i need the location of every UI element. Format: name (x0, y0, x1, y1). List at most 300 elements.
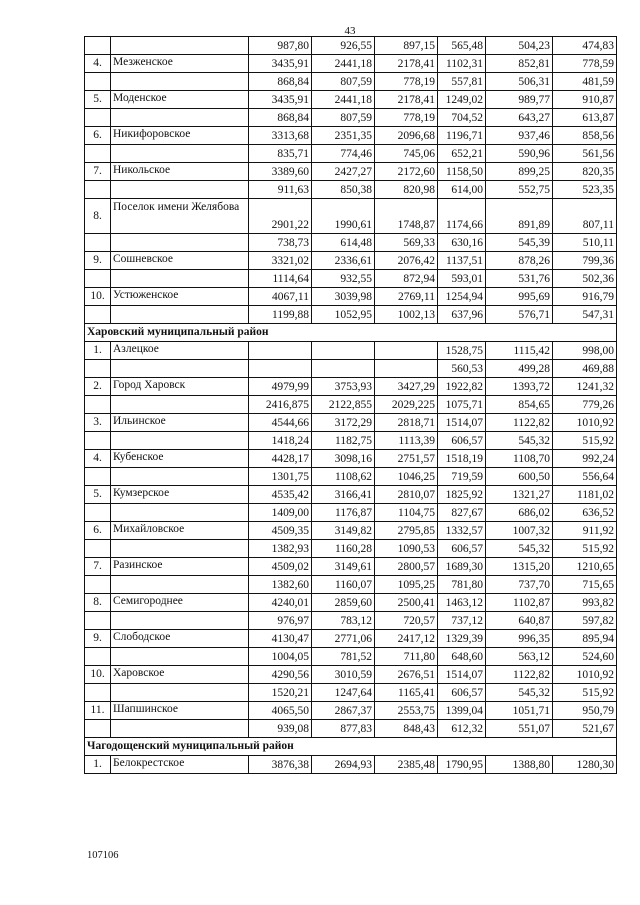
value-cell: 563,12 (486, 648, 553, 666)
value-cell: 4979,99 (249, 378, 312, 396)
value-cell: 916,79 (553, 288, 617, 306)
value-cell: 998,00 (553, 342, 617, 360)
value-cell: 1382,93 (249, 540, 312, 558)
value-cell: 1113,39 (375, 432, 438, 450)
value-cell: 1182,75 (312, 432, 375, 450)
settlement-name: Азлецкое (111, 342, 249, 360)
value-cell: 643,27 (486, 109, 553, 127)
value-cell: 590,96 (486, 145, 553, 163)
row-number: 4. (85, 55, 111, 73)
value-cell: 1137,51 (438, 252, 486, 270)
value-cell: 781,52 (312, 648, 375, 666)
row-number: 5. (85, 91, 111, 109)
settlement-name: Слободское (111, 630, 249, 648)
value-cell: 686,02 (486, 504, 553, 522)
value-cell: 996,35 (486, 630, 553, 648)
value-cell: 3435,91 (249, 55, 312, 73)
settlement-name: Сошневское (111, 252, 249, 270)
value-cell: 1010,92 (553, 414, 617, 432)
value-cell: 1165,41 (375, 684, 438, 702)
value-cell: 4509,02 (249, 558, 312, 576)
settlement-name: Шапшинское (111, 702, 249, 720)
settlement-name (111, 576, 249, 594)
value-cell: 848,43 (375, 720, 438, 738)
row-number (85, 720, 111, 738)
value-cell: 1174,66 (438, 199, 486, 234)
settlement-name (111, 612, 249, 630)
settlement-name (111, 270, 249, 288)
value-cell: 613,87 (553, 109, 617, 127)
value-cell: 1090,53 (375, 540, 438, 558)
value-cell: 3876,38 (249, 756, 312, 774)
value-cell: 4067,11 (249, 288, 312, 306)
settlement-name (111, 684, 249, 702)
row-number: 6. (85, 127, 111, 145)
value-cell: 1520,21 (249, 684, 312, 702)
settlement-row (85, 630, 617, 648)
value-cell: 524,60 (553, 648, 617, 666)
value-cell: 738,73 (249, 234, 312, 252)
value-cell: 868,84 (249, 73, 312, 91)
row-number: 8. (85, 199, 111, 234)
value-cell: 1463,12 (438, 594, 486, 612)
value-cell: 637,96 (438, 306, 486, 324)
value-cell: 515,92 (553, 540, 617, 558)
settlement-name (111, 396, 249, 414)
value-cell: 1102,31 (438, 55, 486, 73)
value-cell: 606,57 (438, 684, 486, 702)
value-cell: 2427,27 (312, 163, 375, 181)
row-number: 7. (85, 558, 111, 576)
value-cell: 1280,30 (553, 756, 617, 774)
settlement-continuation-row (85, 612, 617, 630)
value-cell: 737,12 (438, 612, 486, 630)
value-cell: 1922,82 (438, 378, 486, 396)
row-number (85, 648, 111, 666)
value-cell: 474,83 (553, 37, 617, 55)
value-cell: 1114,64 (249, 270, 312, 288)
value-cell: 4240,01 (249, 594, 312, 612)
value-cell: 737,70 (486, 576, 553, 594)
value-cell: 1689,30 (438, 558, 486, 576)
settlement-name (111, 468, 249, 486)
value-cell: 781,80 (438, 576, 486, 594)
settlement-continuation-row (85, 396, 617, 414)
value-cell: 1210,65 (553, 558, 617, 576)
value-cell: 1514,07 (438, 414, 486, 432)
value-cell: 1010,92 (553, 666, 617, 684)
value-cell: 1518,19 (438, 450, 486, 468)
value-cell: 932,55 (312, 270, 375, 288)
value-cell: 820,98 (375, 181, 438, 199)
value-cell: 3435,91 (249, 91, 312, 109)
value-cell: 3313,68 (249, 127, 312, 145)
value-cell: 720,57 (375, 612, 438, 630)
value-cell: 3149,82 (312, 522, 375, 540)
value-cell: 576,71 (486, 306, 553, 324)
value-cell: 1241,32 (553, 378, 617, 396)
value-cell: 551,07 (486, 720, 553, 738)
value-cell: 4535,42 (249, 486, 312, 504)
value-cell: 2694,93 (312, 756, 375, 774)
value-cell: 510,11 (553, 234, 617, 252)
settlement-continuation-row (85, 37, 617, 55)
row-number: 11. (85, 702, 111, 720)
row-number: 7. (85, 163, 111, 181)
settlement-row (85, 288, 617, 306)
footer-document-code: 107106 (87, 850, 119, 861)
value-cell: 506,31 (486, 73, 553, 91)
table-body (85, 37, 617, 774)
settlement-continuation-row (85, 468, 617, 486)
settlement-name: Устюженское (111, 288, 249, 306)
settlement-row (85, 486, 617, 504)
value-cell (249, 360, 312, 378)
settlement-name (111, 504, 249, 522)
settlement-row (85, 252, 617, 270)
value-cell: 1002,13 (375, 306, 438, 324)
settlement-row (85, 91, 617, 109)
value-cell: 987,80 (249, 37, 312, 55)
value-cell: 2178,41 (375, 91, 438, 109)
value-cell: 1514,07 (438, 666, 486, 684)
row-number (85, 576, 111, 594)
settlement-name: Мезженское (111, 55, 249, 73)
settlement-name (111, 540, 249, 558)
value-cell: 993,82 (553, 594, 617, 612)
value-cell: 612,32 (438, 720, 486, 738)
row-number (85, 37, 111, 55)
value-cell: 827,67 (438, 504, 486, 522)
value-cell: 1052,95 (312, 306, 375, 324)
value-cell: 783,12 (312, 612, 375, 630)
value-cell: 878,26 (486, 252, 553, 270)
row-number (85, 540, 111, 558)
value-cell: 1122,82 (486, 414, 553, 432)
value-cell: 877,83 (312, 720, 375, 738)
value-cell: 531,76 (486, 270, 553, 288)
value-cell: 774,46 (312, 145, 375, 163)
settlement-name: Поселок имени Желябова (111, 199, 249, 234)
value-cell: 1748,87 (375, 199, 438, 234)
value-cell: 499,28 (486, 360, 553, 378)
value-cell: 545,32 (486, 432, 553, 450)
settlement-continuation-row (85, 181, 617, 199)
settlement-continuation-row (85, 234, 617, 252)
value-cell: 995,69 (486, 288, 553, 306)
value-cell: 1160,28 (312, 540, 375, 558)
value-cell: 2859,60 (312, 594, 375, 612)
value-cell: 545,32 (486, 684, 553, 702)
settlement-name (111, 432, 249, 450)
value-cell: 614,00 (438, 181, 486, 199)
value-cell: 569,33 (375, 234, 438, 252)
value-cell: 2096,68 (375, 127, 438, 145)
row-number: 10. (85, 288, 111, 306)
value-cell: 600,50 (486, 468, 553, 486)
value-cell: 858,56 (553, 127, 617, 145)
value-cell: 565,48 (438, 37, 486, 55)
settlement-row (85, 378, 617, 396)
settlement-continuation-row (85, 684, 617, 702)
value-cell: 989,77 (486, 91, 553, 109)
settlement-continuation-row (85, 540, 617, 558)
value-cell: 2417,12 (375, 630, 438, 648)
settlement-continuation-row (85, 360, 617, 378)
row-number: 1. (85, 342, 111, 360)
value-cell: 1315,20 (486, 558, 553, 576)
value-cell: 504,23 (486, 37, 553, 55)
value-cell: 1418,24 (249, 432, 312, 450)
value-cell: 820,35 (553, 163, 617, 181)
value-cell: 4065,50 (249, 702, 312, 720)
settlement-continuation-row (85, 109, 617, 127)
value-cell: 1247,64 (312, 684, 375, 702)
value-cell: 2800,57 (375, 558, 438, 576)
settlement-continuation-row (85, 720, 617, 738)
settlement-row (85, 522, 617, 540)
value-cell: 911,63 (249, 181, 312, 199)
value-cell: 557,81 (438, 73, 486, 91)
page-number: 43 (344, 25, 356, 37)
value-cell: 1095,25 (375, 576, 438, 594)
row-number (85, 270, 111, 288)
value-cell: 4509,35 (249, 522, 312, 540)
value-cell: 1332,57 (438, 522, 486, 540)
value-cell: 3098,16 (312, 450, 375, 468)
value-cell: 614,48 (312, 234, 375, 252)
district-name: Харовский муниципальный район (85, 324, 617, 342)
value-cell: 630,16 (438, 234, 486, 252)
value-cell: 1301,75 (249, 468, 312, 486)
district-header-row (85, 324, 617, 342)
settlement-row (85, 666, 617, 684)
value-cell: 1158,50 (438, 163, 486, 181)
value-cell: 2416,875 (249, 396, 312, 414)
value-cell: 2122,855 (312, 396, 375, 414)
value-cell: 1393,72 (486, 378, 553, 396)
value-cell: 926,55 (312, 37, 375, 55)
value-cell: 992,24 (553, 450, 617, 468)
value-cell: 2441,18 (312, 91, 375, 109)
value-cell: 2076,42 (375, 252, 438, 270)
value-cell: 895,94 (553, 630, 617, 648)
value-cell: 1199,88 (249, 306, 312, 324)
settlement-continuation-row (85, 306, 617, 324)
value-cell: 745,06 (375, 145, 438, 163)
settlement-name: Семигороднее (111, 594, 249, 612)
settlement-row (85, 594, 617, 612)
value-cell (375, 342, 438, 360)
value-cell: 4130,47 (249, 630, 312, 648)
settlement-row (85, 342, 617, 360)
value-cell: 778,19 (375, 109, 438, 127)
value-cell: 515,92 (553, 684, 617, 702)
value-cell: 778,59 (553, 55, 617, 73)
row-number (85, 504, 111, 522)
value-cell: 852,81 (486, 55, 553, 73)
value-cell (312, 360, 375, 378)
settlement-name (111, 109, 249, 127)
settlement-name: Ильинское (111, 414, 249, 432)
settlement-name: Никольское (111, 163, 249, 181)
district-name: Чагодощенский муниципальный район (85, 738, 617, 756)
row-number (85, 234, 111, 252)
row-number: 9. (85, 252, 111, 270)
value-cell: 1409,00 (249, 504, 312, 522)
value-cell: 523,35 (553, 181, 617, 199)
row-number (85, 73, 111, 91)
settlement-row (85, 163, 617, 181)
value-cell: 3039,98 (312, 288, 375, 306)
value-cell: 545,39 (486, 234, 553, 252)
settlement-name (111, 360, 249, 378)
value-cell: 850,38 (312, 181, 375, 199)
settlement-row (85, 702, 617, 720)
value-cell: 4544,66 (249, 414, 312, 432)
settlement-continuation-row (85, 73, 617, 91)
value-cell: 606,57 (438, 432, 486, 450)
value-cell: 1108,70 (486, 450, 553, 468)
value-cell: 1382,60 (249, 576, 312, 594)
value-cell: 1990,61 (312, 199, 375, 234)
settlement-name: Харовское (111, 666, 249, 684)
value-cell: 1790,95 (438, 756, 486, 774)
value-cell: 2867,37 (312, 702, 375, 720)
row-number (85, 684, 111, 702)
settlement-name (111, 37, 249, 55)
settlement-row (85, 756, 617, 774)
value-cell: 1102,87 (486, 594, 553, 612)
row-number (85, 360, 111, 378)
value-cell: 597,82 (553, 612, 617, 630)
value-cell: 3010,59 (312, 666, 375, 684)
value-cell: 2818,71 (375, 414, 438, 432)
row-number: 1. (85, 756, 111, 774)
settlement-name: Никифоровское (111, 127, 249, 145)
value-cell: 552,75 (486, 181, 553, 199)
value-cell: 3427,29 (375, 378, 438, 396)
value-cell: 560,53 (438, 360, 486, 378)
value-cell: 636,52 (553, 504, 617, 522)
value-cell (375, 360, 438, 378)
settlement-name: Город Харовск (111, 378, 249, 396)
value-cell: 545,32 (486, 540, 553, 558)
value-cell: 1160,07 (312, 576, 375, 594)
value-cell: 3321,02 (249, 252, 312, 270)
value-cell: 3172,29 (312, 414, 375, 432)
value-cell: 897,15 (375, 37, 438, 55)
row-number: 5. (85, 486, 111, 504)
row-number (85, 432, 111, 450)
value-cell: 939,08 (249, 720, 312, 738)
row-number (85, 468, 111, 486)
row-number (85, 181, 111, 199)
value-cell: 719,59 (438, 468, 486, 486)
settlement-name (111, 648, 249, 666)
settlement-continuation-row (85, 432, 617, 450)
value-cell: 835,71 (249, 145, 312, 163)
value-cell: 854,65 (486, 396, 553, 414)
row-number: 6. (85, 522, 111, 540)
value-cell: 502,36 (553, 270, 617, 288)
value-cell: 1825,92 (438, 486, 486, 504)
value-cell: 2769,11 (375, 288, 438, 306)
value-cell: 778,19 (375, 73, 438, 91)
value-cell: 937,46 (486, 127, 553, 145)
value-cell: 4290,56 (249, 666, 312, 684)
value-cell: 1075,71 (438, 396, 486, 414)
value-cell: 704,52 (438, 109, 486, 127)
value-cell: 648,60 (438, 648, 486, 666)
value-cell: 593,01 (438, 270, 486, 288)
value-cell: 1051,71 (486, 702, 553, 720)
settlement-row (85, 414, 617, 432)
value-cell: 1254,94 (438, 288, 486, 306)
settlement-name: Моденское (111, 91, 249, 109)
row-number: 3. (85, 414, 111, 432)
settlement-continuation-row (85, 145, 617, 163)
settlement-continuation-row (85, 504, 617, 522)
value-cell: 807,59 (312, 109, 375, 127)
settlement-name (111, 73, 249, 91)
value-cell: 807,59 (312, 73, 375, 91)
settlement-name (111, 145, 249, 163)
value-cell: 561,56 (553, 145, 617, 163)
settlement-name: Кубенское (111, 450, 249, 468)
value-cell (249, 342, 312, 360)
row-number (85, 396, 111, 414)
value-cell: 652,21 (438, 145, 486, 163)
value-cell: 3753,93 (312, 378, 375, 396)
settlement-name (111, 306, 249, 324)
value-cell: 799,36 (553, 252, 617, 270)
row-number: 10. (85, 666, 111, 684)
value-cell: 3166,41 (312, 486, 375, 504)
settlement-continuation-row (85, 270, 617, 288)
row-number (85, 612, 111, 630)
value-cell: 1321,27 (486, 486, 553, 504)
value-cell: 2029,225 (375, 396, 438, 414)
value-cell: 2676,51 (375, 666, 438, 684)
row-number (85, 145, 111, 163)
settlement-row (85, 199, 617, 234)
value-cell: 2336,61 (312, 252, 375, 270)
value-cell: 2385,48 (375, 756, 438, 774)
value-cell: 2751,57 (375, 450, 438, 468)
value-cell: 2172,60 (375, 163, 438, 181)
value-cell: 4428,17 (249, 450, 312, 468)
value-cell: 2901,22 (249, 199, 312, 234)
value-cell: 807,11 (553, 199, 617, 234)
value-cell: 3149,61 (312, 558, 375, 576)
settlement-name: Михайловское (111, 522, 249, 540)
value-cell: 469,88 (553, 360, 617, 378)
row-number: 9. (85, 630, 111, 648)
value-cell: 715,65 (553, 576, 617, 594)
value-cell: 2441,18 (312, 55, 375, 73)
tariff-table (84, 36, 617, 774)
settlement-name: Кумзерское (111, 486, 249, 504)
value-cell: 1046,25 (375, 468, 438, 486)
settlement-name: Белокрестское (111, 756, 249, 774)
value-cell: 911,92 (553, 522, 617, 540)
value-cell: 521,67 (553, 720, 617, 738)
value-cell: 1249,02 (438, 91, 486, 109)
settlement-name: Разинское (111, 558, 249, 576)
value-cell: 556,64 (553, 468, 617, 486)
value-cell: 910,87 (553, 91, 617, 109)
